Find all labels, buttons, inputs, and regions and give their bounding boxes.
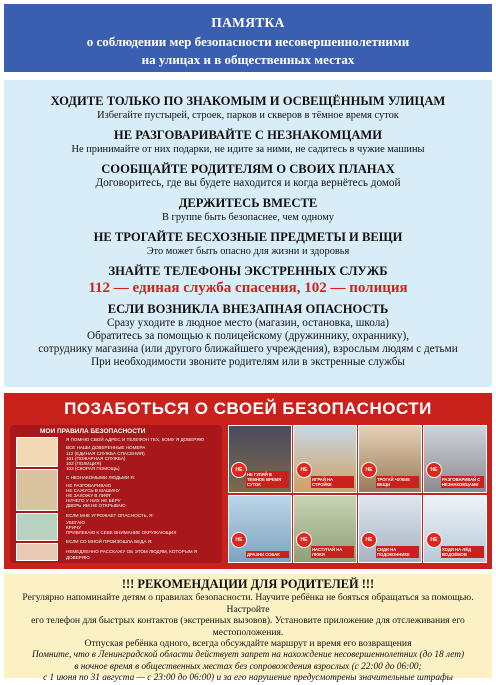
panel-title: МОИ ПРАВИЛА БЕЗОПАСНОСТИ bbox=[40, 428, 146, 435]
tile-dogs bbox=[228, 495, 292, 563]
rule-heading: СООБЩАЙТЕ РОДИТЕЛЯМ О СВОИХ ПЛАНАХ bbox=[101, 162, 395, 176]
ne-badge: НЕ bbox=[361, 532, 377, 548]
tile-caption: ХОДИ НА ЛЁД ВОДОЁМОВ bbox=[441, 546, 484, 558]
tile-dark-street bbox=[228, 425, 292, 493]
panel-line: 103 (СКОРАЯ ПОМОЩЬ) bbox=[66, 466, 120, 471]
parents-text: Регулярно напоминайте детям о правилах безопасности. Научите ребёнка не бояться обращаться за помощью. Настройте bbox=[22, 592, 474, 615]
panel-line: 102 (ПОЛИЦИЯ) bbox=[66, 461, 102, 466]
door-illustration bbox=[16, 469, 58, 511]
parents-text: Отпуская ребёнка одного, всегда обсуждайте маршрут и время его возвращения bbox=[84, 638, 412, 650]
parents-heading: !!! РЕКОМЕНДАЦИИ ДЛЯ РОДИТЕЛЕЙ !!! bbox=[121, 577, 375, 591]
rule-strangers bbox=[4, 128, 492, 156]
poster-title: ПОЗАБОТЬСЯ О СВОЕЙ БЕЗОПАСНОСТИ bbox=[64, 399, 432, 418]
rule-text: Не принимайте от них подарки, не идите за ними, не садитесь в чужие машины bbox=[71, 144, 425, 155]
ne-badge: НЕ bbox=[296, 532, 312, 548]
tile-strange-items bbox=[358, 425, 422, 493]
rule-heading: НЕ ТРОГАЙТЕ БЕСХОЗНЫЕ ПРЕДМЕТЫ И ВЕЩИ bbox=[93, 230, 403, 244]
panel-line: НЕ ЗАХОЖУ В ЛИФТ bbox=[66, 493, 112, 498]
panel-line: НЕ САЖУСЬ В МАШИНУ bbox=[66, 488, 120, 493]
tile-construction bbox=[293, 425, 357, 493]
tile-caption: ДРАЗНИ СОБАК bbox=[246, 551, 289, 558]
rule-text: сотруднику магазина (или другого ближайшего учреждения), взрослым людям с детьми bbox=[38, 343, 458, 355]
rules-panel bbox=[10, 425, 222, 563]
panel-line: ЕСЛИ СО МНОЙ ПРОИЗОШЛА БЕДА Я: bbox=[66, 539, 153, 544]
memo-subtitle-line2: на улицах и в общественных местах bbox=[141, 52, 355, 67]
curfew-note: Помните, что в Ленинградской области действует запрет на нахождение несовершеннолетних (до 18 лет) bbox=[31, 649, 465, 660]
rule-text: Обратитесь за помощью к полицейскому (дружиннику, охраннику), bbox=[86, 330, 410, 342]
rule-text: Договоритесь, где вы будете находится и когда вернётесь домой bbox=[95, 177, 401, 189]
warning-tiles bbox=[228, 425, 488, 563]
rule-text: Это может быть опасно для жизни и здоровья bbox=[146, 246, 350, 257]
tile-caption: СИДИ НА ПОДОКОННИКЕ bbox=[376, 546, 419, 558]
tile-strangers bbox=[423, 425, 487, 493]
rule-together bbox=[4, 196, 492, 224]
panel-line: ПРИВЛЕКАЮ К СЕБЕ ВНИМАНИЕ ОКРУЖАЮЩИХ bbox=[66, 530, 177, 535]
rules-block bbox=[4, 80, 492, 387]
parents-text: его телефон для быстрых контактов (экстренных вызовов). Установите приложение для отслеживания его местоположения. bbox=[31, 615, 465, 638]
panel-line: НЕМЕДЛЕННО РАССКАЖУ ОБ ЭТОМ ЛЮДЯМ, КОТОРЫМ Я ДОВЕРЯЮ bbox=[66, 549, 198, 560]
talking-kid-illustration bbox=[16, 543, 58, 561]
ne-badge: НЕ bbox=[231, 462, 247, 478]
header-banner bbox=[4, 4, 492, 72]
panel-line: С НЕЗНАКОМЫМИ ЛЮДЬМИ Я: bbox=[66, 475, 136, 480]
rule-plans bbox=[4, 162, 492, 190]
rule-objects bbox=[4, 230, 492, 258]
rule-heading: НЕ РАЗГОВАРИВАЙТЕ С НЕЗНАКОМЦАМИ bbox=[113, 128, 383, 142]
tile-caption: НАСТУПАЙ НА ЛЮКИ bbox=[311, 546, 354, 558]
ne-badge: НЕ bbox=[426, 462, 442, 478]
parents-recommendations bbox=[4, 574, 492, 684]
rule-text: В группе быть безопаснее, чем одному bbox=[162, 212, 334, 223]
tile-windowsill bbox=[358, 495, 422, 563]
ne-badge: НЕ bbox=[426, 532, 442, 548]
panel-line: 101 (ПОЖАРНАЯ СЛУЖБА) bbox=[66, 456, 126, 461]
rule-text: При необходимости звоните родителям или в экстренные службы bbox=[91, 356, 405, 368]
running-kid-illustration bbox=[16, 513, 58, 541]
ne-badge: НЕ bbox=[296, 462, 312, 478]
panel-line: ДВЕРЬ ИМ НЕ ОТКРЫВАЮ bbox=[66, 503, 126, 508]
safety-poster bbox=[4, 393, 492, 569]
panel-line: 112 (ЕДИНАЯ СЛУЖБА СПАСЕНИЯ) bbox=[66, 451, 145, 456]
rule-streets bbox=[4, 94, 492, 122]
rule-text: Избегайте пустырей, строек, парков и скверов в тёмное время суток bbox=[97, 110, 399, 121]
tile-caption: ИГРАЙ НА СТРОЙКЕ bbox=[311, 476, 354, 488]
emergency-numbers: 112 — единая служба спасения, 102 — полиция bbox=[88, 280, 408, 296]
rule-sudden-danger bbox=[4, 302, 492, 369]
memo-title: ПАМЯТКА bbox=[211, 15, 285, 30]
panel-line: ЕСЛИ МНЕ УГРОЖАЕТ ОПАСНОСТЬ, Я: bbox=[66, 513, 154, 518]
tile-ice bbox=[423, 495, 487, 563]
rule-text: Сразу уходите в людное место (магазин, остановка, школа) bbox=[107, 317, 389, 329]
curfew-note: в ночное время в общественных местах без сопровождения взрослых (с 22:00 до 06:00; bbox=[74, 661, 422, 672]
panel-line: НЕ РАЗГОВАРИВАЮ bbox=[66, 483, 111, 488]
tile-manholes bbox=[293, 495, 357, 563]
tile-caption: НЕ ГУЛЯЙ В ТЕМНОЕ ВРЕМЯ СУТОК bbox=[246, 471, 289, 488]
memo-subtitle-line1: о соблюдении мер безопасности несовершеннолетними bbox=[86, 34, 410, 49]
panel-line: УБЕГАЮ bbox=[66, 520, 85, 525]
panel-line: КРИЧУ bbox=[66, 525, 82, 530]
rule-emergency-numbers bbox=[4, 264, 492, 297]
rule-heading: ЕСЛИ ВОЗНИКЛА ВНЕЗАПНАЯ ОПАСНОСТЬ bbox=[107, 302, 389, 316]
panel-line: ВСЕ НАШИ ДОВЕРЕННЫЕ НОМЕРА bbox=[66, 445, 146, 450]
panel-line: Я ПОМНЮ СВОЙ АДРЕС И ТЕЛЕФОН ТЕХ, КОМУ Я ДОВЕРЯЮ bbox=[66, 437, 205, 442]
kid-illustration bbox=[16, 437, 58, 467]
rule-heading: ХОДИТЕ ТОЛЬКО ПО ЗНАКОМЫМ И ОСВЕЩЁННЫМ УЛИЦАМ bbox=[50, 94, 446, 108]
ne-badge: НЕ bbox=[361, 462, 377, 478]
curfew-note: с 1 июня по 31 августа — с 23:00 до 06:00) и за его нарушение предусмотрены значительные штрафы bbox=[43, 673, 453, 684]
rule-heading: ЗНАЙТЕ ТЕЛЕФОНЫ ЭКСТРЕННЫХ СЛУЖБ bbox=[108, 264, 388, 278]
ne-badge: НЕ bbox=[231, 532, 247, 548]
rule-heading: ДЕРЖИТЕСЬ ВМЕСТЕ bbox=[178, 196, 318, 210]
tile-caption: ТРОГАЙ ЧУЖИЕ ВЕЩИ bbox=[376, 476, 419, 488]
panel-line: НИЧЕГО У НИХ НЕ БЕРУ bbox=[66, 498, 121, 503]
tile-caption: РАЗГОВАРИВАЙ С НЕЗНАКОМЦАМИ bbox=[441, 476, 484, 488]
